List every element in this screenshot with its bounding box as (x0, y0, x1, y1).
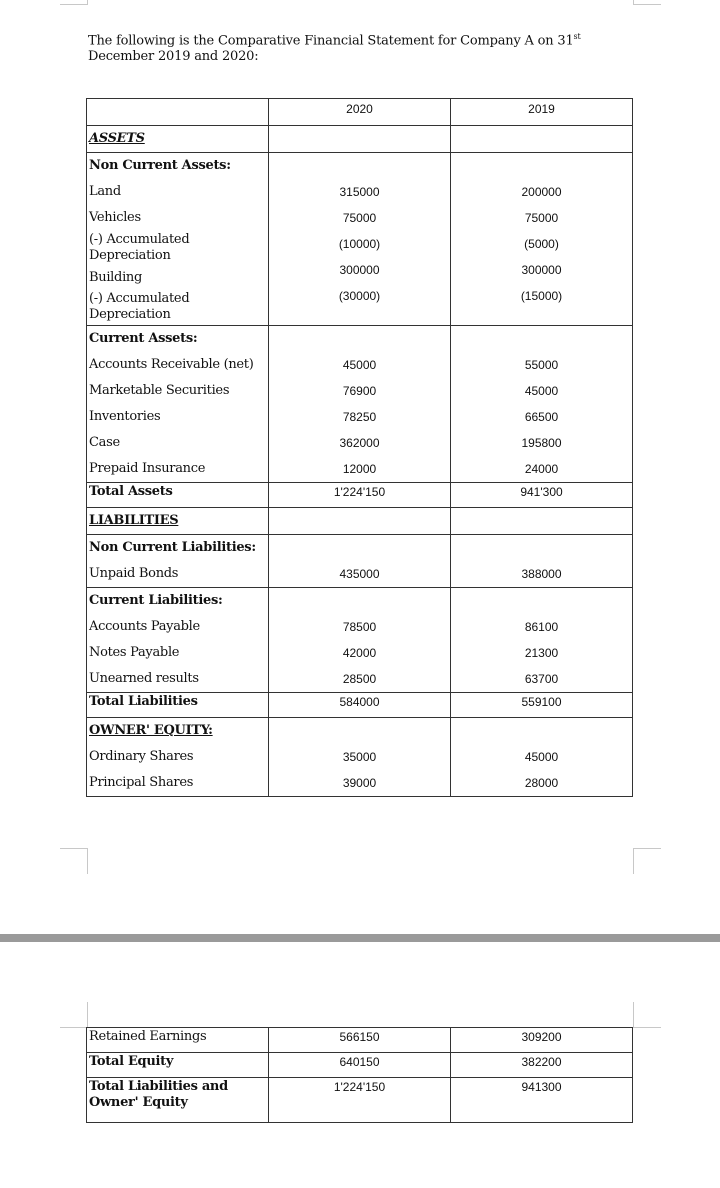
value-2020: 12000 (342, 462, 377, 476)
value-2020: 35000 (342, 750, 377, 764)
non-current-assets-block (87, 153, 633, 326)
row-label: Land (89, 184, 121, 199)
retained-earnings-row (87, 1028, 633, 1053)
liabilities-heading-row (87, 508, 633, 535)
intro-text: The following is the Comparative Financial Statement for Company A on 31 (88, 33, 574, 49)
value-2019: 28000 (524, 776, 559, 790)
page-corner-mark (633, 0, 661, 5)
row-label: Accounts Receivable (net) (89, 357, 254, 372)
value-2020: 42000 (342, 646, 377, 660)
total-liabilities-2020: 584000 (339, 695, 380, 709)
value-2020: 39000 (342, 776, 377, 790)
value-2019: 200000 (521, 185, 562, 199)
value-2020: (10000) (338, 237, 381, 251)
row-label: Accounts Payable (89, 619, 200, 634)
value-2020: 75000 (342, 211, 377, 225)
non-current-liabilities-heading: Non Current Liabilities: (89, 540, 256, 555)
total-liabilities-label: Total Liabilities (89, 694, 198, 709)
value-2020: 78500 (342, 620, 377, 634)
header-row (87, 99, 633, 126)
liabilities-heading: LIABILITIES (89, 513, 179, 528)
total-liabilities-row (87, 693, 633, 718)
value-2019: 63700 (524, 672, 559, 686)
equity-heading: OWNER' EQUITY: (89, 723, 213, 738)
value-2020: 76900 (342, 384, 377, 398)
intro-paragraph (88, 29, 648, 65)
row-label: Marketable Securities (89, 383, 230, 398)
page-corner-mark (633, 848, 661, 874)
value-2019: 55000 (524, 358, 559, 372)
intro-superscript: st (573, 32, 581, 41)
financial-statement-table (86, 98, 633, 797)
page-corner-mark (60, 1002, 88, 1028)
retained-earnings-2019: 309200 (521, 1030, 562, 1044)
year-2019-header: 2019 (528, 102, 555, 116)
value-2019: 86100 (524, 620, 559, 634)
value-2019: 45000 (524, 750, 559, 764)
total-assets-2019: 941'300 (520, 485, 563, 499)
row-label: Inventories (89, 409, 161, 424)
current-liabilities-block (87, 588, 633, 693)
row-label: Prepaid Insurance (89, 461, 206, 476)
value-2019: 45000 (524, 384, 559, 398)
total-assets-2020: 1'224'150 (333, 485, 386, 499)
total-equity-2019: 382200 (521, 1055, 562, 1069)
total-liabilities-equity-2019: 941300 (521, 1080, 562, 1094)
row-label: (-) Accumulated Depreciation (89, 232, 190, 263)
total-liabilities-2019: 559100 (521, 695, 562, 709)
total-liabilities-equity-row (87, 1078, 633, 1123)
non-current-liabilities-block (87, 535, 633, 588)
row-label: Ordinary Shares (89, 749, 194, 764)
non-current-assets-heading: Non Current Assets: (89, 158, 231, 173)
total-equity-label: Total Equity (89, 1054, 174, 1069)
total-liabilities-equity-2020: 1'224'150 (333, 1080, 386, 1094)
row-label: Case (89, 435, 120, 450)
total-assets-label: Total Assets (89, 484, 173, 499)
retained-earnings-label: Retained Earnings (89, 1029, 207, 1044)
value-2019: (15000) (520, 289, 563, 303)
value-2020: 435000 (339, 567, 380, 581)
value-2019: 66500 (524, 410, 559, 424)
financial-statement-table-continued (86, 1027, 633, 1123)
total-equity-2020: 640150 (339, 1055, 380, 1069)
assets-heading: ASSETS (89, 131, 145, 146)
row-label: Principal Shares (89, 775, 194, 790)
assets-heading-row (87, 126, 633, 153)
value-2020: 362000 (339, 436, 380, 450)
total-liabilities-equity-label: Total Liabilities and Owner' Equity (89, 1079, 228, 1110)
value-2019: 388000 (521, 567, 562, 581)
row-label: Unpaid Bonds (89, 566, 179, 581)
intro-text-end: December 2019 and 2020: (88, 49, 259, 65)
value-2019: (5000) (524, 237, 559, 251)
value-2020: 78250 (342, 410, 377, 424)
value-2019: 24000 (524, 462, 559, 476)
retained-earnings-2020: 566150 (339, 1030, 380, 1044)
total-equity-row (87, 1053, 633, 1078)
year-2020-header: 2020 (346, 102, 373, 116)
current-assets-block (87, 326, 633, 483)
page-corner-mark (60, 0, 88, 5)
value-2020: (30000) (338, 289, 381, 303)
row-label: (-) Accumulated Depreciation (89, 291, 190, 322)
page-corner-mark (60, 848, 88, 874)
current-liabilities-heading: Current Liabilities: (89, 593, 223, 608)
value-2020: 300000 (339, 263, 380, 277)
row-label: Vehicles (89, 210, 141, 225)
row-label: Unearned results (89, 671, 199, 686)
value-2019: 195800 (521, 436, 562, 450)
value-2020: 45000 (342, 358, 377, 372)
value-2020: 315000 (339, 185, 380, 199)
equity-block (87, 718, 633, 797)
value-2019: 75000 (524, 211, 559, 225)
total-assets-row (87, 483, 633, 508)
page-corner-mark (633, 1002, 661, 1028)
value-2019: 21300 (524, 646, 559, 660)
value-2020: 28500 (342, 672, 377, 686)
row-label: Notes Payable (89, 645, 180, 660)
page-separator (0, 934, 720, 942)
value-2019: 300000 (521, 263, 562, 277)
current-assets-heading: Current Assets: (89, 331, 198, 346)
row-label: Building (89, 270, 143, 285)
